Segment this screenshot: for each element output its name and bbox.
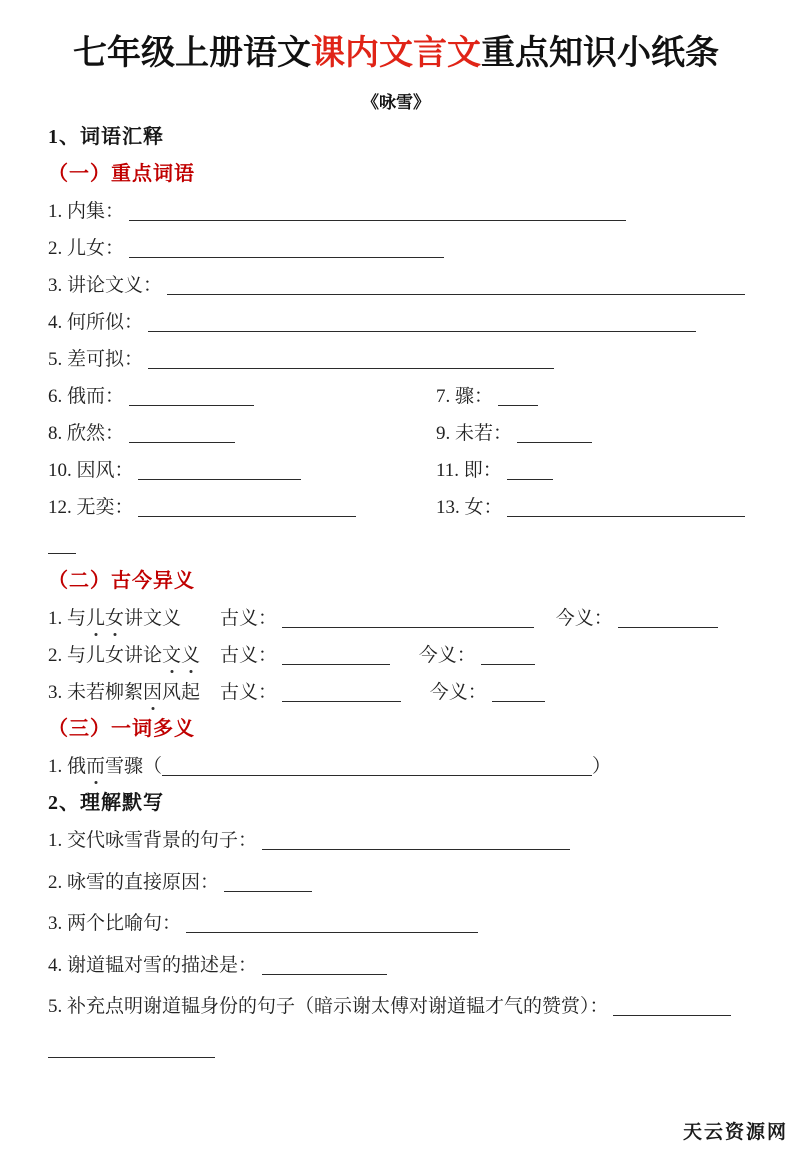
- answer-blank: [224, 889, 312, 892]
- line-cell: [48, 954, 387, 978]
- title-pre: 七年级上册语文: [73, 35, 311, 72]
- line-cell: [436, 385, 538, 409]
- line-text: 2. 与儿女讲论: [48, 645, 163, 667]
- section-heading: （二）古今异义: [48, 570, 195, 593]
- answer-blank: [517, 440, 592, 443]
- line-text: 3. 两个比喻句：: [48, 913, 186, 935]
- line-cell: [436, 422, 592, 446]
- line-text: 1. 与: [48, 608, 87, 630]
- answer-blank: [262, 847, 570, 850]
- answer-blank: [138, 477, 301, 480]
- line-text: 9. 未若：: [436, 423, 517, 445]
- line-cell: [48, 995, 731, 1019]
- line-text: 10. 因风：: [48, 460, 139, 482]
- line-text: 2. 儿女：: [48, 238, 129, 260]
- worksheet-line: [48, 237, 744, 261]
- worksheet-line: [48, 311, 744, 335]
- worksheet-line: [48, 954, 744, 978]
- answer-blank: [167, 292, 745, 295]
- worksheet-line: [48, 422, 744, 446]
- line-cell: [48, 200, 626, 224]
- line-cell: [48, 385, 436, 409]
- line-text: 4. 何所似：: [48, 312, 148, 334]
- worksheet-page: [0, 34, 790, 1152]
- page-title: [48, 34, 744, 74]
- line-cell: [48, 912, 478, 936]
- line-text: 2. 咏雪的直接原因：: [48, 871, 224, 893]
- line-text: 5. 补充点明谢道韫身份的句子（暗示谢太傅对谢道韫才气的赞赏）：: [48, 996, 614, 1018]
- answer-blank: [48, 1055, 215, 1058]
- emphasized-char: 因: [143, 682, 163, 704]
- answer-blank: [48, 551, 76, 554]
- answer-blank: [262, 972, 387, 975]
- emphasized-char: 义: [181, 645, 201, 667]
- line-cell: [48, 311, 696, 335]
- line-text: 11. 即：: [436, 460, 507, 482]
- line-cell: [48, 681, 220, 705]
- line-cell: [48, 237, 444, 261]
- line-cell: [48, 1037, 215, 1061]
- answer-blank: [148, 329, 696, 332]
- answer-blank: [498, 403, 538, 406]
- watermark-text: 天云资源网: [682, 1121, 788, 1143]
- answer-blank: [138, 514, 356, 517]
- title-post: 重点知识小纸条: [481, 35, 719, 72]
- worksheet-line: [48, 1037, 744, 1061]
- section-heading: 1、词语汇释: [48, 126, 164, 149]
- answer-blank: [129, 440, 235, 443]
- line-text: 8. 欣然：: [48, 423, 129, 445]
- worksheet-line: [48, 533, 744, 557]
- answer-blank: [148, 366, 554, 369]
- worksheet-body: [48, 126, 744, 1060]
- answer-blank: [186, 930, 478, 933]
- answer-blank: [507, 477, 553, 480]
- line-text: 1. 交代咏雪背景的句子：: [48, 830, 262, 852]
- line-text: ）: [592, 756, 612, 778]
- answer-blank: [507, 514, 745, 517]
- line-text: 1. 俄: [48, 756, 87, 778]
- worksheet-line: [48, 459, 744, 483]
- emphasized-char: 而: [86, 756, 106, 778]
- answer-blank: [618, 625, 718, 628]
- section-heading: 2、理解默写: [48, 792, 164, 815]
- line-cell: [220, 681, 545, 705]
- answer-blank: [129, 403, 254, 406]
- worksheet-line: [48, 348, 744, 372]
- line-cell: [48, 348, 554, 372]
- answer-blank: [481, 662, 535, 665]
- line-text: 7. 骤：: [436, 386, 498, 408]
- line-text: 今义：: [429, 682, 492, 704]
- line-text: 3. 讲论文义：: [48, 275, 167, 297]
- line-cell: [48, 459, 436, 483]
- line-text: 雪骤（: [105, 756, 163, 778]
- line-text: 4. 谢道韫对雪的描述是：: [48, 954, 262, 976]
- answer-blank: [282, 699, 401, 702]
- worksheet-line: [48, 995, 744, 1019]
- answer-blank: [162, 773, 592, 776]
- answer-blank: [282, 662, 390, 665]
- emphasized-char: 儿: [86, 608, 106, 630]
- line-cell: [220, 644, 535, 668]
- worksheet-line: [48, 871, 744, 895]
- line-text: 1. 内集：: [48, 201, 129, 223]
- line-cell: [48, 644, 220, 668]
- line-text: 5. 差可拟：: [48, 349, 148, 371]
- line-cell: [48, 755, 611, 779]
- section-heading: （一）重点词语: [48, 163, 195, 186]
- line-cell: [48, 274, 745, 298]
- worksheet-line: [48, 681, 744, 705]
- title-highlight: 课内文言文: [311, 35, 481, 72]
- line-cell: [48, 829, 570, 853]
- line-text: 古义：: [220, 608, 282, 630]
- line-cell: [48, 496, 436, 520]
- worksheet-line: [48, 607, 744, 631]
- line-cell: [48, 422, 436, 446]
- line-cell: [436, 496, 745, 520]
- line-text: 古义：: [220, 645, 282, 667]
- line-text: 今义：: [418, 645, 481, 667]
- line-cell: [220, 607, 718, 631]
- line-text: 古义：: [220, 682, 282, 704]
- line-cell: [48, 533, 76, 557]
- answer-blank: [129, 218, 626, 221]
- worksheet-line: [48, 755, 744, 779]
- worksheet-line: [48, 496, 744, 520]
- line-text: 3. 未若柳絮: [48, 682, 144, 704]
- line-text: 讲文义: [124, 608, 182, 630]
- answer-blank: [613, 1013, 731, 1016]
- line-cell: [48, 871, 312, 895]
- answer-blank: [129, 255, 444, 258]
- worksheet-line: [48, 385, 744, 409]
- line-text: 风起: [162, 682, 201, 704]
- line-text: 6. 俄而：: [48, 386, 129, 408]
- emphasized-char: 文: [162, 645, 182, 667]
- worksheet-line: [48, 912, 744, 936]
- line-text: 12. 无奕：: [48, 497, 139, 519]
- section-heading: （三）一词多义: [48, 718, 195, 741]
- line-cell: [436, 459, 553, 483]
- line-text: 13. 女：: [436, 497, 508, 519]
- worksheet-line: [48, 644, 744, 668]
- line-text: 今义：: [555, 608, 618, 630]
- worksheet-line: [48, 200, 744, 224]
- answer-blank: [492, 699, 545, 702]
- answer-blank: [282, 625, 534, 628]
- lesson-subtitle: 《咏雪》: [362, 93, 430, 113]
- worksheet-content: [0, 34, 790, 1060]
- worksheet-line: [48, 274, 744, 298]
- emphasized-char: 女: [105, 608, 125, 630]
- line-cell: [48, 607, 220, 631]
- worksheet-line: [48, 829, 744, 853]
